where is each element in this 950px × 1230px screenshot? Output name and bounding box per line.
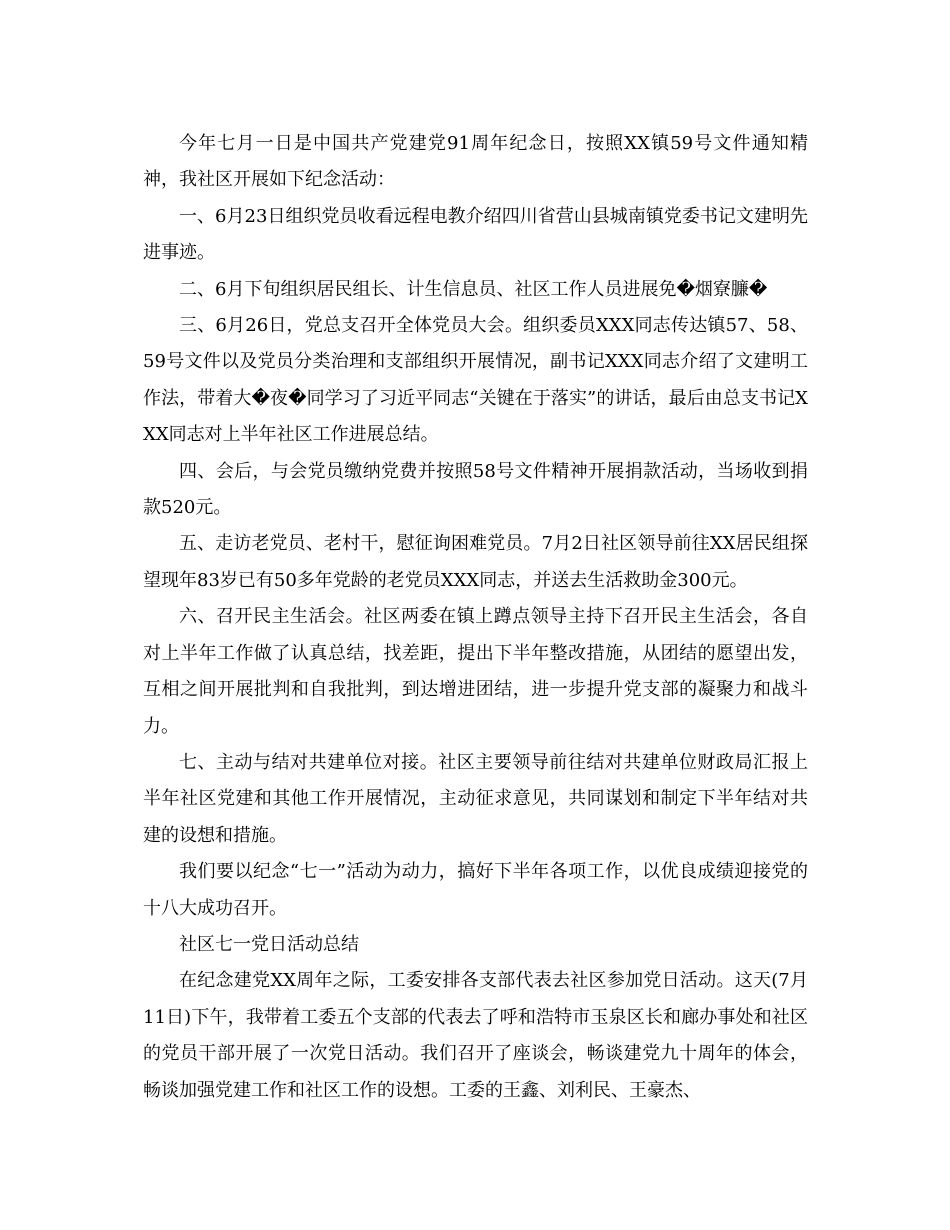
paragraph-summary: 在纪念建党XX周年之际，工委安排各支部代表去社区参加党日活动。这天(7月11日)下午，我带着工委五个支部的代表去了呼和浩特市玉泉区长和廊办事处和社区的党员干部开展了一次党日活动。我们召开了座谈会，畅谈建党九十周年的体会，畅谈加强党建工作和社区工作的设想。工委的王鑫、刘利民、王豪杰、: [143, 970, 808, 1101]
paragraph-item-4: 四、会后，与会党员缴纳党费并按照58号文件精神开展捐款活动，当场收到捐款520元。: [143, 460, 808, 519]
paragraph-item-7: 七、主动与结对共建单位对接。社区主要领导前往结对共建单位财政局汇报上半年社区党建和其他工作开展情况，主动征求意见，共同谋划和制定下半年结对共建的设想和措施。: [143, 751, 808, 846]
paragraph-item-2: 二、6月下旬组织居民组长、计生信息员、社区工作人员进展免�烟寮臁�: [179, 278, 768, 300]
paragraph-item-5: 五、走访老党员、老村干，慰征询困难党员。7月2日社区领导前往XX居民组探望现年83岁已有50多年党龄的老党员XXX同志，并送去生活救助金300元。: [143, 533, 808, 591]
paragraph-conclusion: 我们要以纪念“七一”活动为动力，搞好下半年各项工作，以优良成绩迎接党的十八大成功召开。: [143, 861, 808, 919]
paragraph-intro: 今年七月一日是中国共产党建党91周年纪念日，按照XX镇59号文件通知精神，我社区开展如下纪念活动：: [143, 133, 808, 191]
paragraph-item-6: 六、召开民主生活会。社区两委在镇上蹲点领导主持下召开民主生活会，各自对上半年工作做了认真总结，找差距，提出下半年整改措施，从团结的愿望出发，互相之间开展批判和自我批判，到达增进团结，进一步提升党支部的凝聚力和战斗力。: [143, 606, 808, 737]
paragraph-item-3: 三、6月26日，党总支召开全体党员大会。组织委员XXX同志传达镇57、58、59号文件以及党员分类治理和支部组织开展情况，副书记XXX同志介绍了文建明工作法，带着大�夜�同学习了习近平同志“关键在于落实”的讲话，最后由总支书记XXX同志对上半年社区工作进展总结。: [143, 315, 808, 446]
document-body: [143, 126, 808, 1109]
section-heading: 社区七一党日活动总结: [179, 933, 359, 955]
paragraph-item-1: 一、6月23日组织党员收看远程电教介绍四川省营山县城南镇党委书记文建明先进事迹。: [143, 205, 808, 264]
